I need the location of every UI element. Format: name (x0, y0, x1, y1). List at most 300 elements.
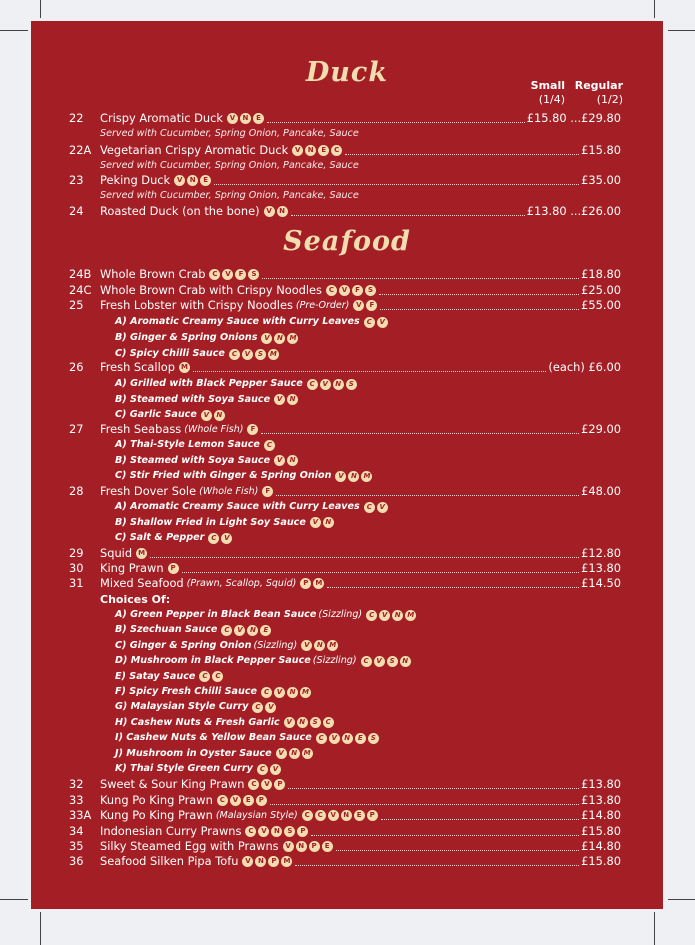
header-regular-sub: (1/2) (596, 93, 623, 106)
item-number: 27 (69, 422, 84, 436)
menu-item-row[interactable] (31, 824, 663, 839)
vegan-icon: V (261, 779, 272, 790)
sauce-option-label: C) Stir Fried with Ginger & Spring Onion (115, 470, 332, 481)
item-description: Served with Cucumber, Spring Onion, Pancake, Sauce (100, 160, 359, 171)
nuts-icon: N (287, 394, 298, 405)
item-number: 24C (69, 283, 92, 297)
allergen-icons (136, 548, 147, 559)
sauce-option-label: C) Ginger & Spring Onion (115, 639, 252, 651)
chilli-icon: C (245, 826, 256, 837)
vegan-icon: V (335, 471, 346, 482)
item-number: 36 (69, 854, 84, 868)
allergen-icons (245, 826, 308, 837)
vegan-icon: V (242, 349, 253, 360)
allergen-icons (262, 486, 273, 497)
vegan-icon: V (201, 410, 212, 421)
menu-item-row[interactable] (31, 422, 663, 437)
nuts-icon: N (297, 717, 308, 728)
item-number: 23 (69, 173, 84, 187)
vegan-icon: V (230, 795, 241, 806)
allergen-icons (264, 206, 288, 217)
prawn-icon: P (297, 826, 308, 837)
vegan-icon: V (379, 610, 390, 621)
vegan-icon: V (320, 379, 331, 390)
sauce-option[interactable] (115, 623, 271, 637)
choices-label: Choices Of: (100, 593, 171, 606)
sauce-option-label: J) Mushroom in Oyster Sauce (115, 747, 272, 759)
allergen-icons (179, 362, 190, 373)
item-note: (Pre-Order) (295, 300, 350, 311)
fish-icon: F (235, 269, 246, 280)
prawn-icon: P (309, 841, 320, 852)
item-name (100, 854, 292, 869)
sauce-option[interactable] (115, 747, 313, 761)
item-price: £14.80 (581, 839, 621, 853)
shell-icon: M (313, 578, 324, 589)
chilli-icon: C (264, 440, 275, 451)
fish-icon: F (247, 424, 258, 435)
item-price: £25.00 (581, 283, 621, 297)
item-name (100, 546, 147, 561)
item-price: £48.00 (581, 484, 621, 498)
vegan-icon: V (274, 394, 285, 405)
allergen-icons (208, 533, 232, 544)
nuts-icon: N (277, 206, 288, 217)
dot-leader (261, 433, 579, 434)
allergen-icons (301, 640, 338, 651)
menu-item-row[interactable] (31, 283, 663, 298)
egg-icon: E (318, 145, 329, 156)
dot-leader (276, 495, 579, 496)
shell-icon: M (300, 687, 311, 698)
item-description: Served with Cucumber, Spring Onion, Pancake, Sauce (100, 190, 359, 201)
item-number: 24B (69, 267, 92, 281)
dot-leader (150, 557, 579, 558)
nuts-icon: N (333, 379, 344, 390)
dot-leader (327, 587, 579, 588)
sauce-option[interactable] (115, 685, 311, 699)
allergen-icons (252, 702, 276, 713)
vegan-icon: V (283, 841, 294, 852)
item-number: 32 (69, 777, 84, 791)
vegan-icon: V (242, 856, 253, 867)
sauce-option-label: A) Aromatic Creamy Sauce with Curry Leaves (115, 501, 360, 512)
sauce-option[interactable] (115, 315, 388, 329)
chilli-icon: C (302, 810, 313, 821)
dot-leader (381, 819, 579, 820)
egg-icon: E (354, 810, 365, 821)
allergen-icons (292, 145, 342, 156)
allergen-icons (257, 764, 281, 775)
dot-leader (270, 804, 579, 805)
item-name-text: Peking Duck (100, 173, 171, 187)
sauce-option-note: (Sizzling) (253, 639, 298, 651)
item-number: 22 (69, 111, 84, 125)
sauce-option[interactable] (115, 393, 298, 407)
item-name-text: Fresh Seabass (100, 422, 182, 436)
sauce-option[interactable] (115, 731, 379, 745)
egg-icon: E (322, 841, 333, 852)
item-note: (Whole Fish) (184, 424, 244, 435)
shell-icon: M (281, 856, 292, 867)
header-small-label: Small (530, 79, 565, 92)
prawn-icon: P (300, 578, 311, 589)
menu-item-row[interactable] (31, 111, 663, 126)
item-name-text: King Prawn (100, 561, 164, 575)
nuts-icon: N (287, 687, 298, 698)
egg-icon: E (243, 795, 254, 806)
allergen-icons (335, 471, 372, 482)
chilli-icon: C (364, 317, 375, 328)
nuts-icon: N (296, 841, 307, 852)
menu-item-row[interactable] (31, 561, 663, 576)
item-name (100, 422, 258, 437)
item-price: £13.80 (581, 561, 621, 575)
celery-icon: S (284, 826, 295, 837)
crop-mark (0, 899, 28, 900)
allergen-icons (284, 717, 334, 728)
sauce-option[interactable] (115, 469, 372, 483)
allergen-icons (261, 333, 298, 344)
item-price: £15.80 ...£29.80 (526, 111, 621, 125)
item-number: 31 (69, 576, 84, 590)
prawn-icon: P (168, 563, 179, 574)
menu-item-row[interactable] (31, 546, 663, 561)
chilli-icon: C (199, 671, 210, 682)
item-number: 34 (69, 824, 84, 838)
celery-icon: S (255, 349, 266, 360)
chilli-icon: C (208, 533, 219, 544)
nuts-icon: N (392, 610, 403, 621)
menu-item-row[interactable] (31, 173, 663, 188)
allergen-icons (283, 841, 333, 852)
dot-leader (214, 184, 579, 185)
sauce-option[interactable] (115, 531, 232, 545)
sauce-option-label: D) Mushroom in Black Pepper Sauce (115, 655, 311, 667)
allergen-icons (316, 733, 379, 744)
item-price: £29.00 (581, 422, 621, 436)
chilli-icon: C (221, 625, 232, 636)
celery-icon: S (346, 379, 357, 390)
sauce-option[interactable] (115, 408, 225, 422)
sauce-option-label: A) Grilled with Black Pepper Sauce (115, 378, 303, 389)
item-price: £15.80 (581, 143, 621, 157)
sauce-option-label: G) Malaysian Style Curry (115, 701, 249, 713)
nuts-icon: N (271, 826, 282, 837)
item-name-text: Mixed Seafood (100, 576, 184, 590)
allergen-icons (227, 113, 264, 124)
sauce-option[interactable] (115, 608, 416, 622)
sauce-option[interactable] (115, 331, 298, 345)
allergen-icons (174, 175, 211, 186)
celery-icon: S (365, 285, 376, 296)
item-name-text: Silky Steamed Egg with Prawns (100, 839, 279, 853)
item-number: 35 (69, 839, 84, 853)
celery-icon: S (248, 269, 259, 280)
sauce-option[interactable] (115, 454, 298, 468)
allergen-icons (247, 424, 258, 435)
allergen-icons (264, 440, 275, 451)
item-name (100, 793, 267, 808)
item-price: £13.80 ...£26.00 (526, 204, 621, 218)
item-price: (each) £6.00 (548, 360, 621, 374)
allergen-icons (307, 379, 357, 390)
item-name (100, 298, 377, 313)
allergen-icons (168, 563, 179, 574)
chilli-icon: C (209, 269, 220, 280)
shell-icon: M (361, 471, 372, 482)
item-name-text: Seafood Silken Pipa Tofu (100, 854, 239, 868)
sauce-option[interactable] (115, 516, 334, 530)
dot-leader (295, 865, 579, 866)
chilli-icon: C (316, 733, 327, 744)
nuts-icon: N (305, 145, 316, 156)
vegan-icon: V (274, 687, 285, 698)
nuts-icon: N (187, 175, 198, 186)
item-number: 29 (69, 546, 84, 560)
egg-icon: E (260, 625, 271, 636)
sauce-option-label: A) Green Pepper in Black Bean Sauce (115, 609, 317, 620)
item-price: £15.80 (581, 854, 621, 868)
celery-icon: S (310, 717, 321, 728)
vegan-icon: V (301, 640, 312, 651)
item-name-text: Kung Po King Prawn (100, 808, 213, 822)
nuts-icon: N (342, 733, 353, 744)
item-name-text: Sweet & Sour King Prawn (100, 777, 245, 791)
item-price: £14.50 (581, 576, 621, 590)
chilli-icon: C (323, 717, 334, 728)
menu-item-row[interactable] (31, 793, 663, 808)
fish-icon: F (352, 285, 363, 296)
dot-leader (336, 850, 580, 851)
item-name (100, 824, 308, 839)
nuts-icon: N (341, 810, 352, 821)
item-number: 24 (69, 204, 84, 218)
item-name (100, 777, 285, 792)
item-price: £15.80 (581, 824, 621, 838)
vegan-icon: V (221, 533, 232, 544)
item-note: (Whole Fish) (199, 486, 259, 497)
allergen-icons (261, 687, 311, 698)
vegan-icon: V (328, 810, 339, 821)
section-title-seafood: Seafood (283, 226, 411, 257)
sauce-option[interactable] (115, 700, 276, 714)
crop-mark (40, 912, 41, 945)
chilli-icon: C (364, 502, 375, 513)
item-number: 26 (69, 360, 84, 374)
item-number: 33A (69, 808, 92, 822)
item-number: 33 (69, 793, 84, 807)
crop-mark (668, 899, 695, 900)
vegan-icon: V (329, 733, 340, 744)
vegan-icon: V (377, 502, 388, 513)
sauce-option[interactable] (115, 639, 338, 653)
sauce-option[interactable] (115, 438, 275, 452)
chilli-icon: C (257, 764, 268, 775)
celery-icon: S (387, 656, 398, 667)
dot-leader (379, 294, 579, 295)
item-name (100, 173, 211, 188)
sauce-option-label: K) Thai Style Green Curry (115, 763, 253, 774)
menu-page (31, 21, 663, 909)
vegan-icon: V (339, 285, 350, 296)
allergen-icons (274, 394, 298, 405)
item-name (100, 283, 376, 298)
allergen-icons (209, 269, 259, 280)
prawn-icon: P (274, 779, 285, 790)
nuts-icon: N (247, 625, 258, 636)
vegan-icon: V (274, 455, 285, 466)
egg-icon: E (253, 113, 264, 124)
crop-mark (654, 0, 655, 18)
allergen-icons (364, 502, 388, 513)
egg-icon: E (200, 175, 211, 186)
menu-item-row[interactable] (31, 267, 663, 282)
chilli-icon: C (217, 795, 228, 806)
egg-icon: E (355, 733, 366, 744)
header-small (520, 79, 565, 107)
allergen-icons (199, 671, 223, 682)
sauce-option[interactable] (115, 670, 223, 684)
dot-leader (380, 309, 579, 310)
dot-leader (311, 835, 579, 836)
item-price: £18.80 (581, 267, 621, 281)
crop-mark (40, 0, 41, 18)
vegan-icon: V (222, 269, 233, 280)
sauce-option-label: C) Salt & Pepper (115, 532, 205, 543)
allergen-icons (361, 656, 411, 667)
menu-item-row[interactable] (31, 808, 663, 823)
vegan-icon: V (310, 517, 321, 528)
item-price: £12.80 (581, 546, 621, 560)
sauce-option-label: B) Steamed with Soya Sauce (115, 393, 271, 405)
vegan-icon: V (353, 300, 364, 311)
item-name (100, 561, 179, 576)
sauce-option-label: B) Steamed with Soya Sauce (115, 454, 271, 466)
item-price: £13.80 (581, 777, 621, 791)
nuts-icon: N (287, 455, 298, 466)
item-name-text: Roasted Duck (on the bone) (100, 204, 260, 218)
allergen-icons (310, 517, 334, 528)
chilli-icon: C (252, 702, 263, 713)
header-regular (571, 79, 623, 107)
dot-leader (267, 122, 525, 123)
section-title-duck: Duck (305, 57, 389, 88)
allergen-icons (366, 610, 416, 621)
chilli-icon: C (261, 687, 272, 698)
shell-icon: M (179, 362, 190, 373)
menu-item-row[interactable] (31, 143, 663, 158)
menu-item-row[interactable] (31, 204, 663, 219)
item-name (100, 111, 264, 126)
sauce-option-label: A) Thai-Style Lemon Sauce (115, 439, 260, 450)
vegan-icon: V (258, 826, 269, 837)
sauce-option[interactable] (115, 716, 334, 730)
sauce-option[interactable] (115, 762, 281, 776)
chilli-icon: C (361, 656, 372, 667)
menu-item-row[interactable] (31, 777, 663, 792)
menu-item-row[interactable] (31, 298, 663, 313)
item-name-text: Whole Brown Crab (100, 267, 206, 281)
nuts-icon: N (348, 471, 359, 482)
dot-leader (193, 371, 546, 372)
header-regular-label: Regular (574, 79, 623, 92)
sauce-option-label: F) Spicy Fresh Chilli Sauce (115, 686, 258, 697)
item-number: 25 (69, 298, 84, 312)
item-name (100, 839, 333, 854)
item-name-text: Fresh Lobster with Crispy Noodles (100, 298, 293, 312)
item-price: £14.80 (581, 808, 621, 822)
allergen-icons (229, 349, 279, 360)
shell-icon: M (136, 548, 147, 559)
chilli-icon: C (229, 349, 240, 360)
menu-item-row[interactable] (31, 484, 663, 499)
dot-leader (345, 154, 579, 155)
nuts-icon: N (240, 113, 251, 124)
nuts-icon: N (314, 640, 325, 651)
allergen-icons (221, 625, 271, 636)
prawn-icon: P (268, 856, 279, 867)
item-name-text: Whole Brown Crab with Crispy Noodles (100, 283, 322, 297)
sauce-option-label: A) Aromatic Creamy Sauce with Curry Leaves (115, 316, 360, 327)
chilli-icon: C (331, 145, 342, 156)
item-name-text: Fresh Dover Sole (100, 484, 197, 498)
crop-mark (668, 30, 695, 31)
vegan-icon: V (270, 764, 281, 775)
celery-icon: S (368, 733, 379, 744)
sauce-option-label: B) Shallow Fried in Light Soy Sauce (115, 516, 306, 528)
prawn-icon: P (367, 810, 378, 821)
menu-item-row[interactable] (31, 576, 663, 591)
sauce-option-label: I) Cashew Nuts & Yellow Bean Sauce (115, 732, 312, 744)
menu-item-row[interactable] (31, 854, 663, 869)
nuts-icon: N (214, 410, 225, 421)
chilli-icon: C (315, 810, 326, 821)
allergen-icons (274, 455, 298, 466)
item-number: 22A (69, 143, 92, 157)
allergen-icons (302, 810, 378, 821)
item-name-text: Vegetarian Crispy Aromatic Duck (100, 143, 289, 157)
menu-item-row[interactable] (31, 839, 663, 854)
vegan-icon: V (174, 175, 185, 186)
sauce-option[interactable] (115, 500, 388, 514)
fish-icon: F (262, 486, 273, 497)
sauce-option[interactable] (115, 377, 357, 391)
vegan-icon: V (374, 656, 385, 667)
item-name-text: Squid (100, 546, 133, 560)
allergen-icons (326, 285, 376, 296)
vegan-icon: V (284, 717, 295, 728)
fish-icon: F (366, 300, 377, 311)
menu-item-row[interactable] (31, 360, 663, 375)
allergen-icons (364, 317, 388, 328)
vegan-icon: V (227, 113, 238, 124)
chilli-icon: C (366, 610, 377, 621)
shell-icon: M (302, 748, 313, 759)
vegan-icon: V (377, 317, 388, 328)
chilli-icon: C (326, 285, 337, 296)
item-note: (Malaysian Style) (215, 810, 298, 821)
item-number: 30 (69, 561, 84, 575)
sauce-option[interactable] (115, 654, 411, 668)
item-name (100, 808, 378, 823)
item-name-text: Kung Po King Prawn (100, 793, 213, 807)
sauce-option[interactable] (115, 347, 279, 361)
item-name (100, 143, 342, 158)
sauce-option-note: (Sizzling) (318, 609, 363, 620)
item-note: (Prawn, Scallop, Squid) (186, 578, 297, 589)
chilli-icon: C (248, 779, 259, 790)
